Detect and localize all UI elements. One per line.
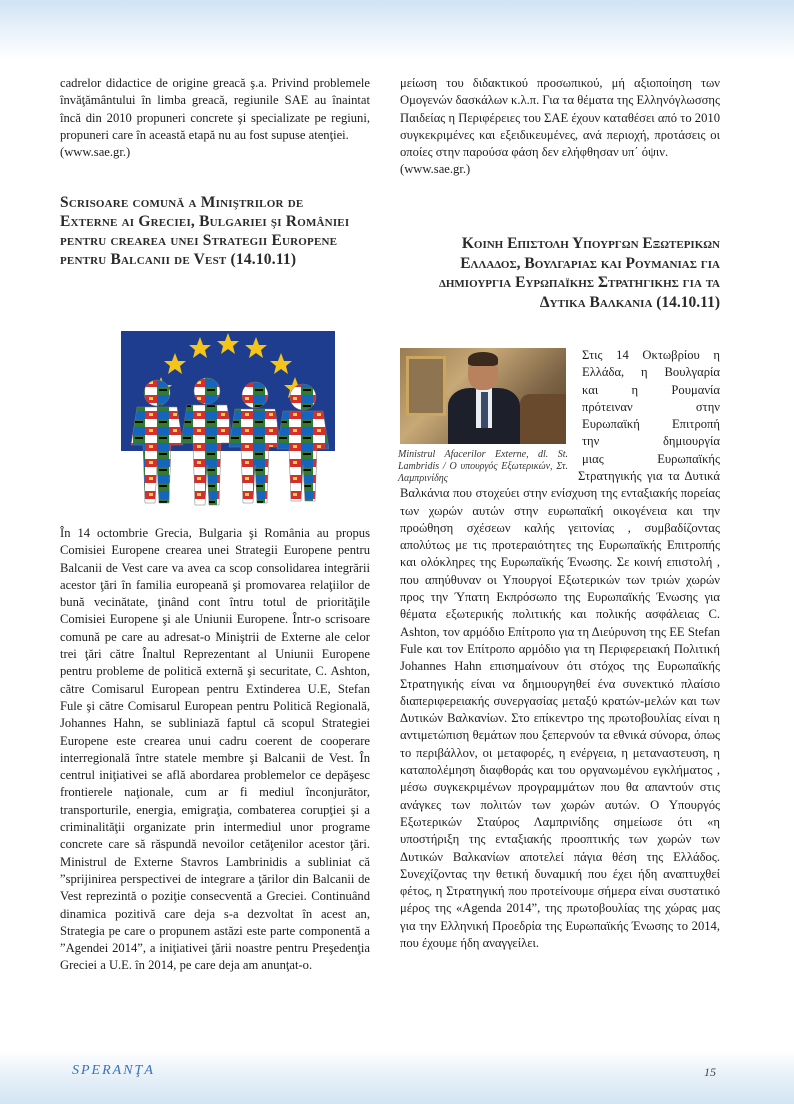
ro-intro-source: (www.sae.gr.) bbox=[60, 145, 131, 160]
ro-intro-block bbox=[60, 75, 370, 161]
gr-wrap-line: Ευρωπαϊκή Επιτροπή bbox=[582, 417, 720, 432]
gr-article-title: Κοινη Επιστολη Υπουργων Εξωτερικων Ελλαδος, Βουλγαριας και Ρουμανιας για δημιουργια Ευρωπαϊκης Στρατηγικης για τα Δυτικα Βαλκανια (14.10.11) bbox=[438, 235, 720, 311]
ro-main-text: În 14 octombrie Grecia, Bulgaria şi România au propus Comisiei Europene crearea unei Strategii Europene pentru Balcanii de Vest care va avea ca scop consolidarea integrării acestor ţări în familia europeană şi promovarea relaţiilor de bună vecinătate, ţinând cont întru totul de priorităţile Comisiei Europene şi ale Uniunii Europene. Într-o scrisoare comună pe care au adresat-o Miniştrii de Externe ale celor trei ţări către Înaltul Reprezentant al Uniunii Europene pentru probleme de politică externă şi securitate, C. Ashton, către Comisarul European pentru Extinderea U.E, Stefan Fule şi către Comisarul European pentru Politică Regională, Johannes Hahn, se subliniază faptul că scopul Strategiei Europene este crearea unui cadru coerent de cooperare interregională între statele membre şi Balcanii de Vest. În centrul iniţiativei se află abordarea problemelor ce depăşesc frontierele naţionale, cum ar fi mediul înconjurător, transporturile, energia, emigraţia, combaterea corupţiei şi a criminalităţii organizate prin intermediul unor programe concrete care să răspundă nevoilor cetăţenilor acestor ţări. Ministrul de Externe Stavros Lambrinidis a subliniat că ”sprijinirea perspectivei de integrare a ţărilor din Balcanii de Vest reprezintă o poziţie consecventă a Greciei. Continuând dinamica pozitivă care deja s-a dezvoltat în acest an, Strategia pe care o propunem astăzi este parte componentă a ”Agendei 2014”, a iniţiativei ţării noastre pentru Preşedenţia Greciei a U.E. în 2014, pe care deja am anunţat-o. bbox=[60, 526, 370, 973]
ro-article-title: Scrisoare comună a Miniştrilor de Externe ai Greciei, Bulgariei şi României pentru crearea unei Strategii Europene pentru Balcanii de Vest (14.10.11) bbox=[60, 194, 350, 268]
gr-wrap-text bbox=[582, 347, 720, 468]
eu-flags-people-image bbox=[97, 315, 359, 507]
gr-main-text: Στρατηγικής για τα Δυτικά Βαλκάνια που στοχεύει στην ενίσχυση της ενταξιακής πορείας των χωρών αυτών στην ευρωπαϊκή οικογένεια και την προώθηση σχέσεων καλής γειτονίας , συμβαδίζοντας απολύτως με τις προτεραιότητες της Ευρωπαϊκής Επιτροπής και ολόκληρες της Ευρωπαϊκής Ένωσης. Σε κοινή επιστολή , που απηύθυναν οι Υπουργοί Εξωτερικών των τριών χωρών προς την Ύπατη Εκπρόσωπο της Ευρωπαϊκής Ένωσης για θέματα εξωτερικής πολιτικής και πολικής ασφάλειας C. Ashton, τον αρμόδιο Επίτροπο για τη Διεύρυνση της ΕΕ Stefan Fule και τον Επίτροπο αρμόδιο για τη Περιφερειακή Πολιτική Johannes Hahn επισημαίνουν ότι στόχος της Ευρωπαϊκής Στρατηγικής είναι να δημιουργηθεί ένα συνεκτικό πλαίσιο διαπεριφερειακής συνεργασίας μεταξύ κρατών-μελών και των Δυτικών Βαλκανίων. Στο επίκεντρο της πρωτοβουλίας είναι η αντιμετώπιση θεμάτων που ξεπερνούν τα εθνικά σύνορα, όπως το περιβάλλον, οι μεταφορές, η ενέργεια, η μεταναστευση, η καταπολέμηση διαφθοράς και του οργανωμένου εγκλήματος , μέσω συγκεκριμένων προγραμμάτων που θα απαντούν στις ανάγκες των πολιτών των χωρών αυτών. Ο Υπουργός Εξωτερικών Σταύρος Λαμπρινίδης σημείωσε ότι «η υποστήριξη της ενταξιακής προοπτικής των χωρών των Δυτικών Βαλκανίων αποτελεί πάγια θέση της Ελλάδος. Συνεχίζοντας την θετική δυναμική που έχει ήδη αναπτυχθεί φέτος, η Στρατηγική που προτείνουμε σήμερα είναι συστατικό μέρος της «Agenda 2014”, της πρωτοβουλίας της χώρας μας για την Ελληνική Προεδρία της Ευρωπαϊκής Ένωσης το 2014, που έχουμε ήδη αναγγείλει. bbox=[400, 469, 720, 951]
gr-intro-block bbox=[400, 75, 720, 179]
gr-wrap-line: την δημιουργία bbox=[582, 434, 720, 449]
photo-frame bbox=[406, 356, 446, 416]
page-number: 15 bbox=[704, 1065, 716, 1079]
ro-intro-text: cadrelor didactice de origine greacă ş.a. Privind problemele învăţământului în limba greacă, regiunile SAE au înaintat încă din 2010 propuneri concrete şi specializate pe regiuni, propuneri care în această etapă nu au fost supuse atenţiei. bbox=[60, 76, 370, 142]
gr-main-block bbox=[400, 468, 720, 952]
gr-wrap-line: μιας Ευρωπαϊκής bbox=[582, 451, 720, 466]
photo-tie bbox=[481, 392, 488, 428]
header-band bbox=[0, 0, 794, 60]
ro-main-block bbox=[60, 525, 370, 975]
gr-intro-source: (www.sae.gr.) bbox=[400, 162, 471, 177]
gr-wrap-line: και η Ρουμανία bbox=[582, 382, 720, 397]
magazine-name: SPERANŢA bbox=[72, 1063, 155, 1078]
photo-caption: Ministrul Afacerilor Externe, dl. St. Lambridis / O υπουργός Εξωτερικών, Στ. Λαμπρινίδης bbox=[398, 449, 568, 484]
gr-wrap-line: Ελλάδα, η Βουλγαρία bbox=[582, 365, 720, 380]
photo-hair bbox=[468, 352, 498, 366]
gr-wrap-block bbox=[582, 347, 720, 468]
gr-wrap-line: Στις 14 Οκτωβρίου η bbox=[582, 348, 720, 362]
gr-intro-text: μείωση του διδακτικού προσωπικού, μή αξιοποίηση των Ομογενών δασκάλων κ.λ.π. Για τα θέματα της Ελληνόγλωσσης Παιδείας η Περιφέρειες του ΣΑΕ έχουν καταθέσει από το 2010 συγκεκριμένες και εξειδικευμένες, ανά περιοχή, προτάσεις οι οποίες στην παρούσα φάση δεν ελήφθησαν υπ΄ όψιν. bbox=[400, 76, 720, 160]
photo-sofa bbox=[520, 394, 566, 444]
gr-wrap-line: πρότειναν στην bbox=[582, 399, 720, 414]
minister-photo bbox=[400, 348, 566, 444]
